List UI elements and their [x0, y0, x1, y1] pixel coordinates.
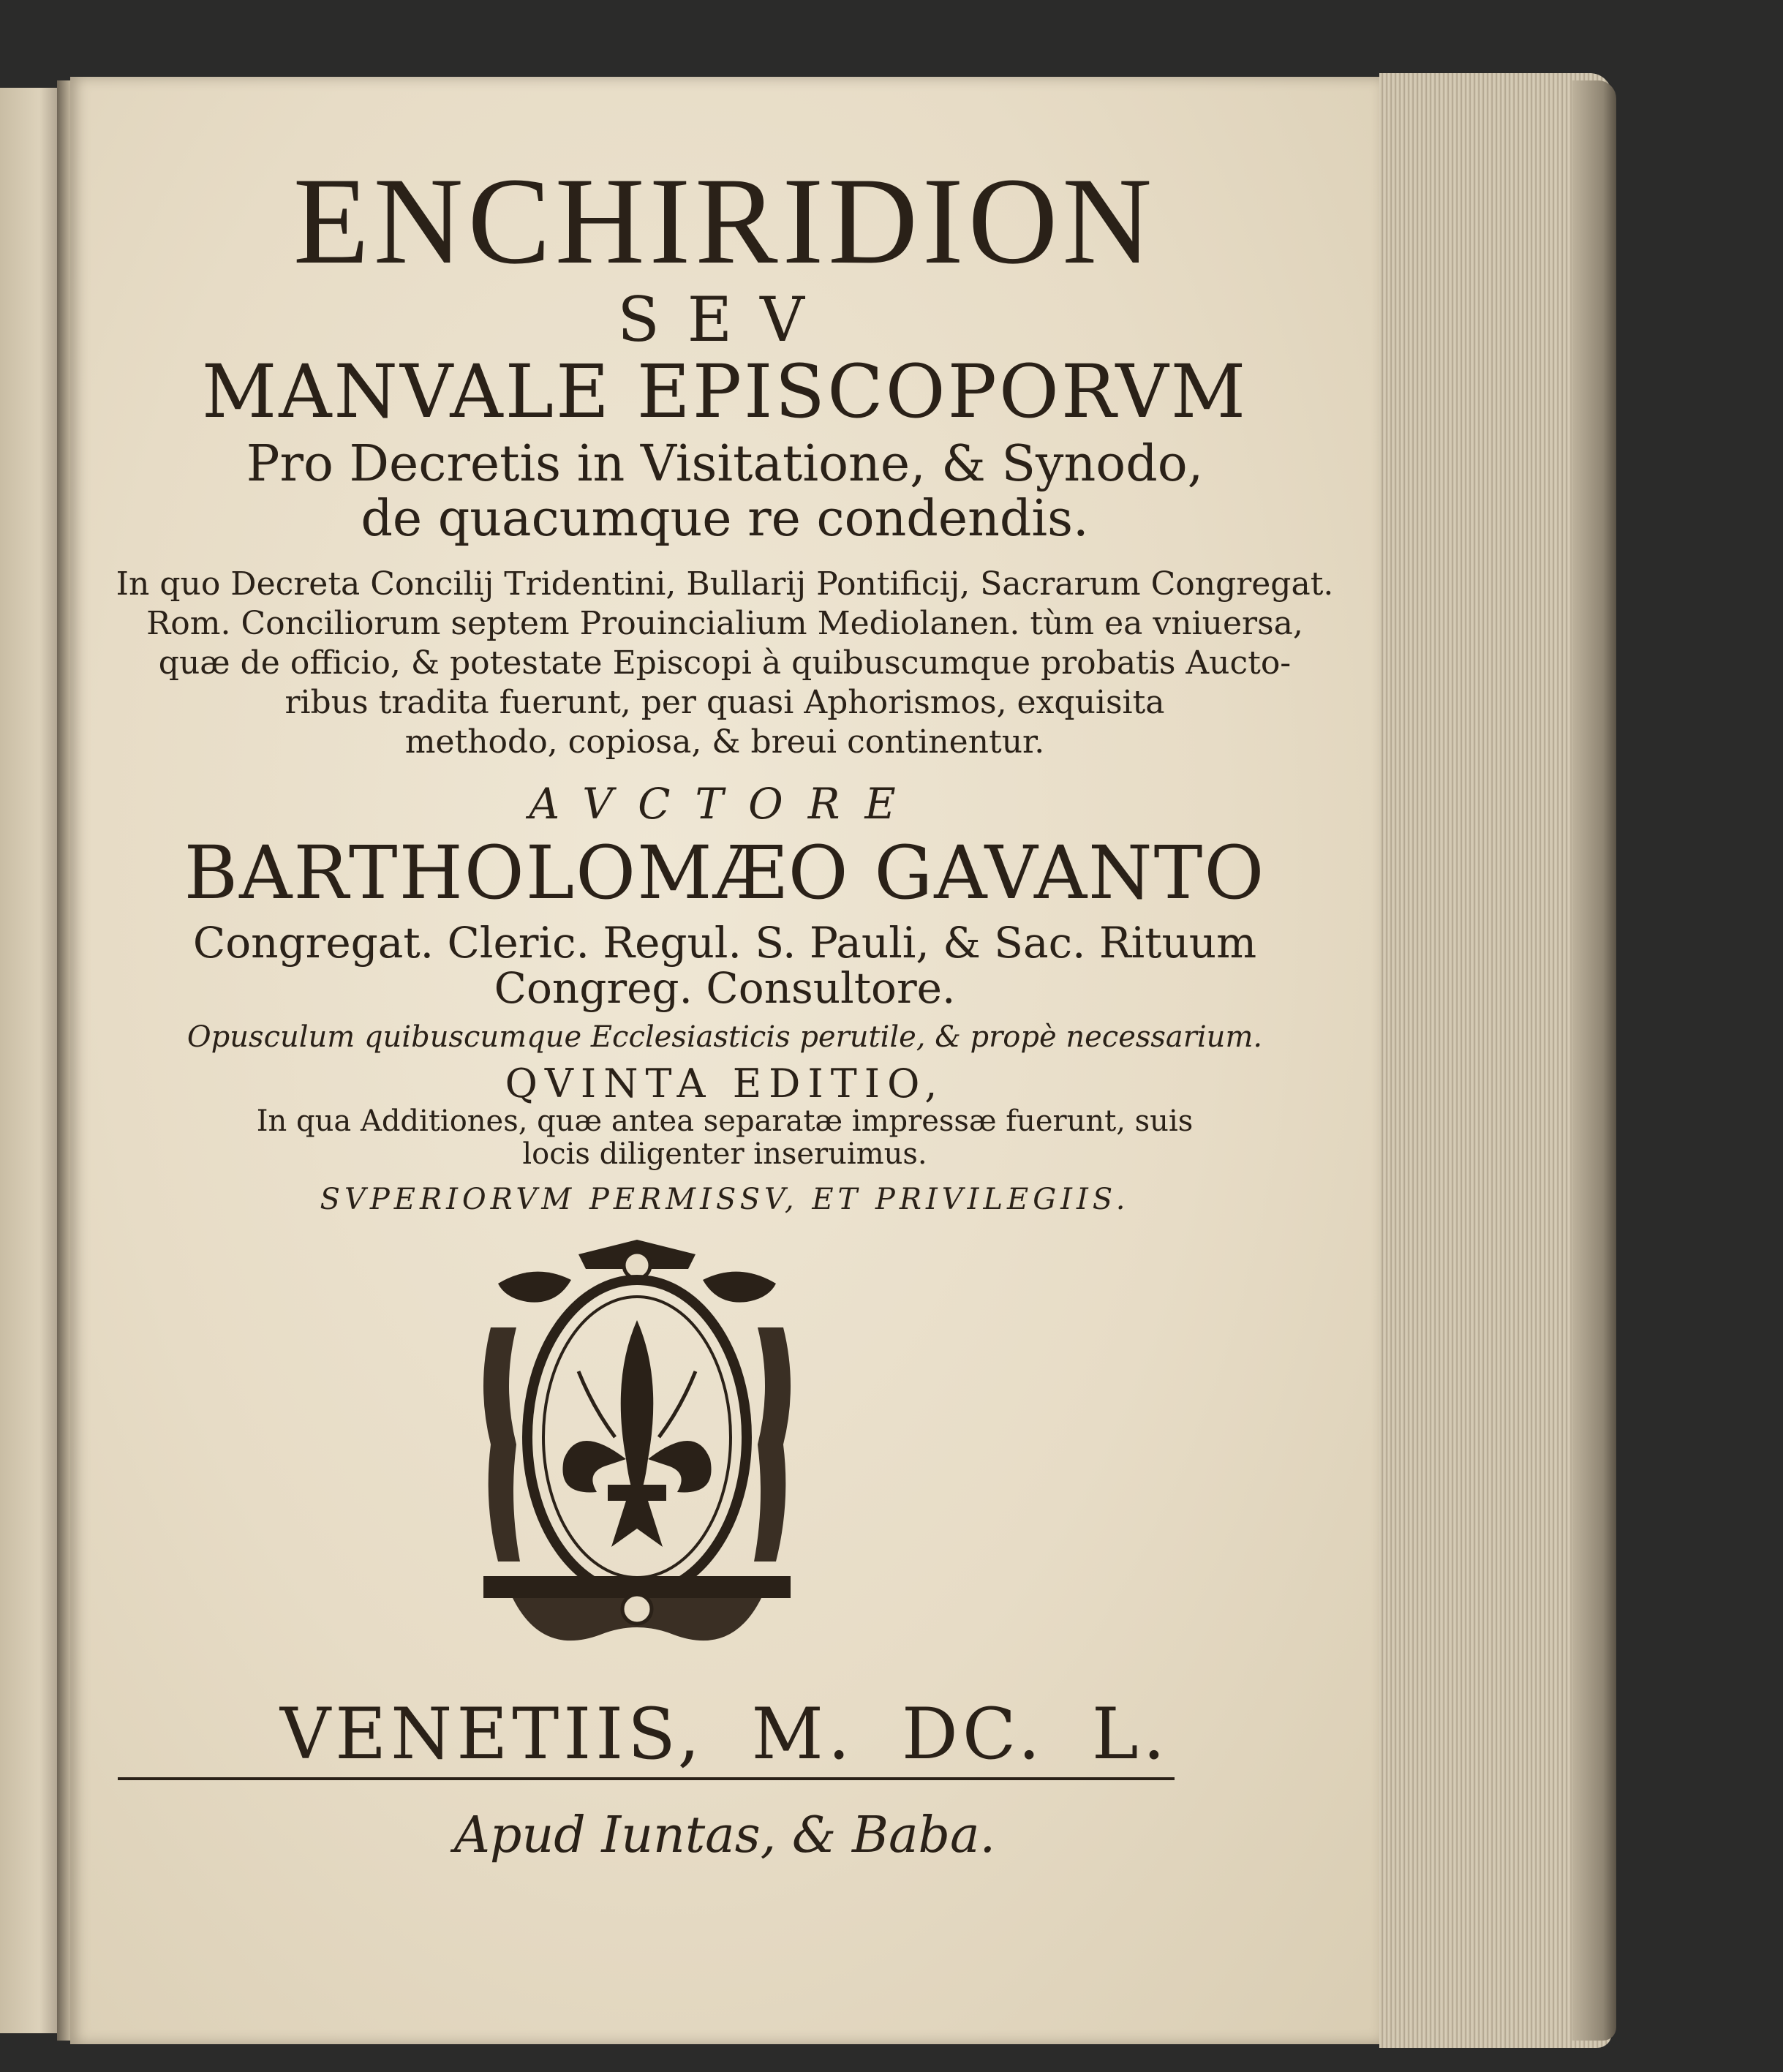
opusculum-line: Opusculum quibuscumque Ecclesiasticis perutile, & propè necessarium.: [186, 1020, 1263, 1054]
book-subtitle: MANVALE EPISCOPORVM: [201, 349, 1248, 434]
book-cover-edge: [1572, 80, 1616, 2041]
additions-line-1: In qua Additiones, quæ antea separatæ impressæ fuerunt, suis: [256, 1104, 1194, 1138]
fleur-de-lis-printers-device-icon: [469, 1240, 805, 1657]
title-page-content: [70, 77, 1379, 2044]
author-name: BARTHOLOMÆO GAVANTO: [184, 830, 1266, 916]
additions-line-2: locis diligenter inseruimus.: [522, 1137, 927, 1171]
author-title-line-1: Congregat. Cleric. Regul. S. Pauli, & Sac. Rituum: [192, 918, 1257, 968]
description-line-3: quæ de officio, & potestate Episcopi à quibuscumque probatis Auctο-: [158, 644, 1292, 682]
privilege-statement: SVPERIORVM PERMISSV, ET PRIVILEGIIS.: [320, 1183, 1130, 1216]
imprint-place-date: VENETIIS, M. DC. L.: [279, 1693, 1170, 1775]
description-line-4: ribus tradita fuerunt, per quasi Aphorismos, exquisita: [284, 684, 1165, 721]
book-title: ENCHIRIDION: [293, 152, 1157, 290]
description-line-1: In quo Decreta Concilij Tridentini, Bullarij Pontificij, Sacrarum Congregat.: [116, 565, 1334, 603]
subtitle-line-2: de quacumque re condendis.: [361, 490, 1089, 548]
left-page-edge: [0, 88, 66, 2033]
auctore-label: AVCTORE: [529, 779, 921, 829]
title-conjunction: SEV: [617, 284, 832, 355]
description-line-2: Rom. Conciliorum septem Prouincialium Mediolanen. tùm ea vniuersa,: [146, 605, 1303, 642]
subtitle-line-1: Pro Decretis in Visitatione, & Synodo,: [246, 435, 1204, 493]
author-title-line-2: Congreg. Consultore.: [494, 963, 956, 1013]
imprint-printer: Apud Iuntas, & Baba.: [453, 1807, 996, 1864]
edition-statement: QVINTA EDITIO,: [505, 1061, 945, 1107]
imprint-rule: [118, 1777, 1175, 1780]
description-line-5: methodo, copiosa, & breui continentur.: [404, 723, 1045, 761]
